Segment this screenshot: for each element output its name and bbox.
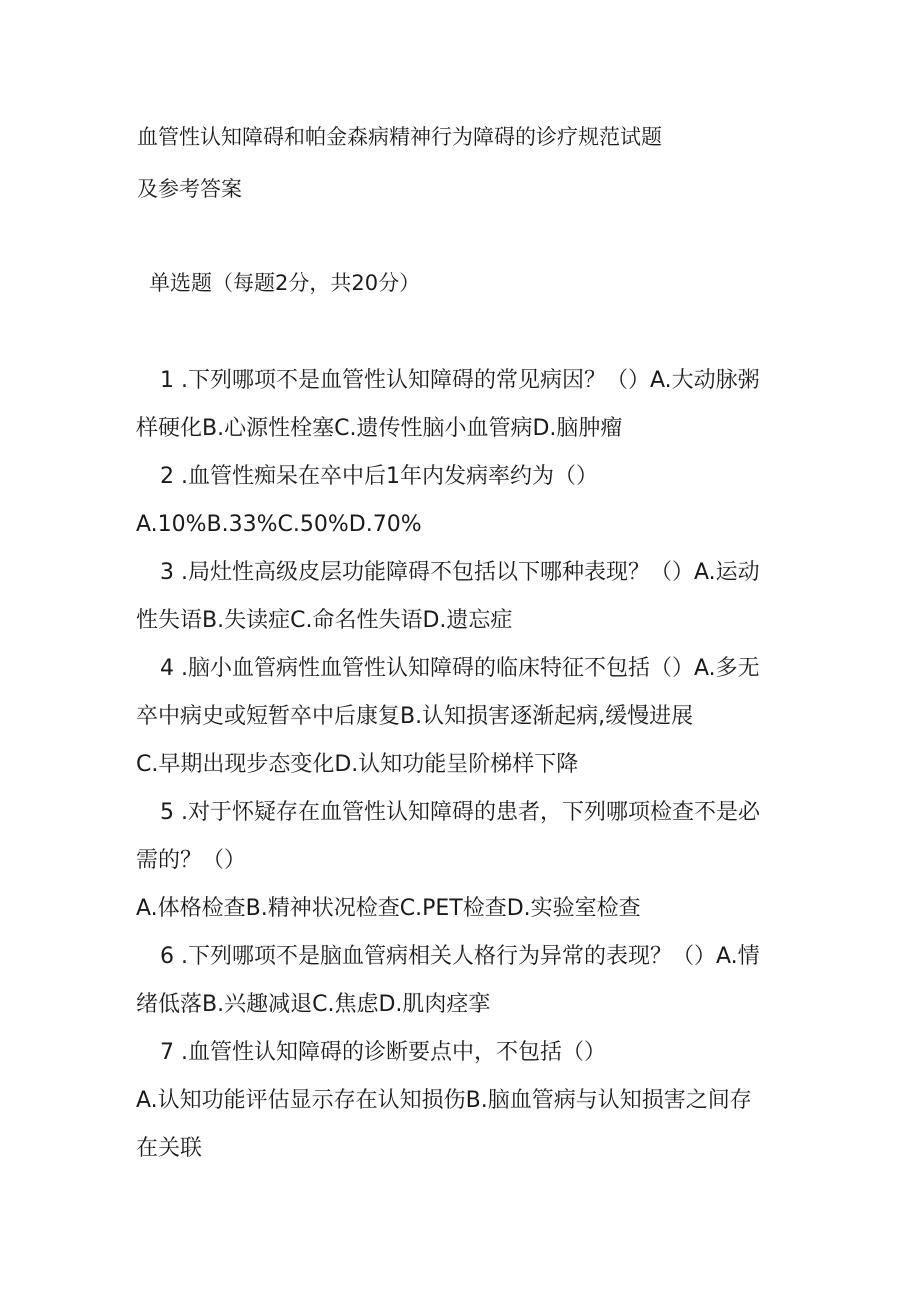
document-title-line-1: 血管性认知障碍和帕金森病精神行为障碍的诊疗规范试题 xyxy=(137,125,662,149)
question-2-line-1: 2 .血管性痴呆在卒中后1年内发病率约为（） xyxy=(160,464,598,489)
question-7-line-1: 7 .血管性认知障碍的诊断要点中，不包括（） xyxy=(160,1040,606,1065)
question-3-line-1: 3 .局灶性高级皮层功能障碍不包括以下哪种表现？（）A.运动 xyxy=(160,560,760,585)
question-3-line-2: 性失语B.失读症C.命名性失语D.遗忘症 xyxy=(136,608,513,633)
section-heading: 单选题（每题2分，共20分） xyxy=(149,271,421,295)
question-6-line-1: 6 .下列哪项不是脑血管病相关人格行为异常的表现？（）A.情 xyxy=(160,944,760,969)
question-2-options: A.10%B.33%C.50%D.70% xyxy=(136,512,422,537)
question-4-line-1: 4 .脑小血管病性血管性认知障碍的临床特征不包括（）A.多无 xyxy=(160,656,760,681)
question-1-line-1: 1 .下列哪项不是血管性认知障碍的常见病因？（）A.大动脉粥 xyxy=(160,368,760,393)
question-5-line-2: 需的？（） xyxy=(136,848,247,873)
question-6-line-2: 绪低落B.兴趣减退C.焦虑D.肌肉痉挛 xyxy=(136,992,491,1017)
question-4-line-2: 卒中病史或短暂卒中后康复B.认知损害逐渐起病,缓慢进展 xyxy=(136,704,694,729)
question-7-line-3: 在关联 xyxy=(136,1136,203,1161)
document-title-line-2: 及参考答案 xyxy=(137,177,242,201)
question-4-line-3: C.早期出现步态变化D.认知功能呈阶梯样下降 xyxy=(136,752,579,777)
question-5-options: A.体格检查B.精神状况检查C.PET检查D.实验室检查 xyxy=(136,896,641,921)
question-1-line-2: 样硬化B.心源性栓塞C.遗传性脑小血管病D.脑肿瘤 xyxy=(136,416,623,441)
question-7-line-2: A.认知功能评估显示存在认知损伤B.脑血管病与认知损害之间存 xyxy=(136,1088,752,1113)
question-5-line-1: 5 .对于怀疑存在血管性认知障碍的患者，下列哪项检查不是必 xyxy=(160,800,760,825)
